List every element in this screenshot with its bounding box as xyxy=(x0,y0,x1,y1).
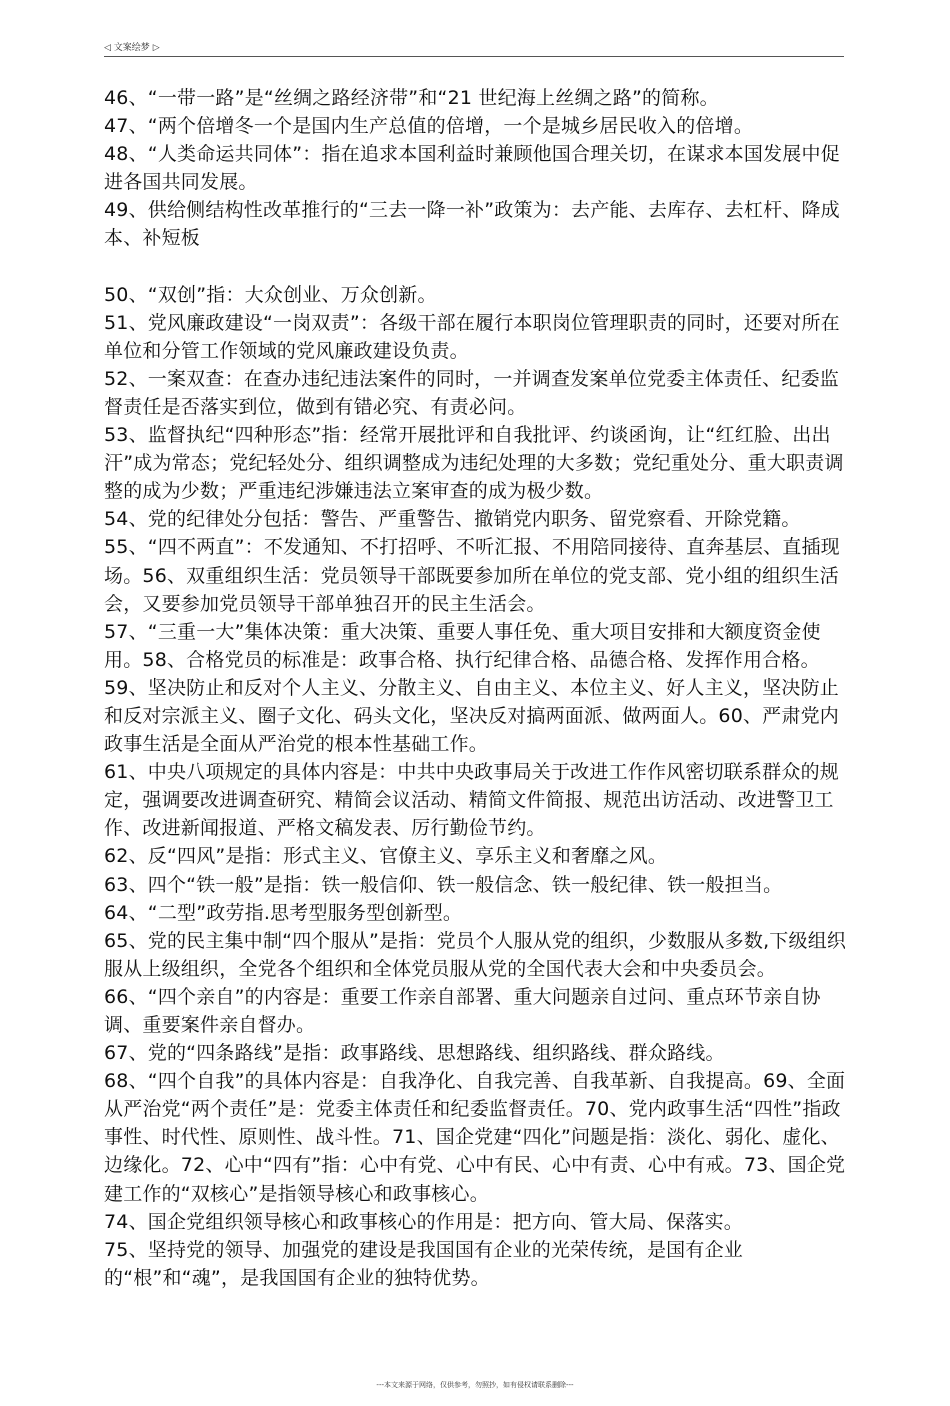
paragraph-52: 52、一案双查：在查办违纪违法案件的同时，一并调查发案单位党委主体责任、纪委监督责任是否落实到位，做到有错必究、有责必问。 xyxy=(104,367,839,418)
paragraph-55-56: 55、“四不两直”：不发通知、不打招呼、不听汇报、不用陪同接待、直奔基层、直插现场。56、双重组织生活：党员领导干部既要参加所在单位的党支部、党小组的组织生活会，又要参加党员领导干部单独召开的民主生活会。 xyxy=(104,536,840,615)
header-title: 文案绘梦 xyxy=(113,43,150,53)
paragraph-67: 67、党的“四条路线”是指：政事路线、思想路线、组织路线、群众路线。 xyxy=(104,1042,725,1065)
page-header xyxy=(104,36,844,57)
right-triangle-icon: ▷ xyxy=(152,43,160,53)
paragraph-66: 66、“四个亲自”的内容是：重要工作亲自部署、重大问题亲自过问、重点环节亲自协调、重要案件亲自督办。 xyxy=(104,985,821,1036)
paragraph-48: 48、“人类命运共同体”：指在追求本国利益时兼顾他国合理关切，在谋求本国发展中促进各国共同发展。 xyxy=(104,143,840,194)
paragraph-61: 61、中央八项规定的具体内容是：中共中央政事局关于改进工作作风密切联系群众的规定，强调要改进调查研究、精简会议活动、精简文件简报、规范出访活动、改进警卫工作、改进新闻报道、严格文稿发表、厉行勤俭节约。 xyxy=(104,761,839,840)
paragraph-68-73: 68、“四个自我”的具体内容是：自我净化、自我完善、自我革新、自我提高。69、全面从严治党“两个责任”是：党委主体责任和纪委监督责任。70、党内政事生活“四性”指政事性、时代性、原则性、战斗性。71、国企党建“四化”问题是指：淡化、弱化、虚化、边缘化。72、心中“四有”指：心中有党、心中有民、心中有责、心中有戒。73、国企党建工作的“双核心”是指领导核心和政事核心。 xyxy=(104,1070,846,1205)
paragraph-63-64: 63、四个“铁一般”是指：铁一般信仰、铁一般信念、铁一般纪律、铁一般担当。64、“二型”政劳指.思考型服务型创新型。 xyxy=(104,873,783,924)
paragraph-62: 62、反“四风”是指：形式主义、官僚主义、享乐主义和奢靡之风。 xyxy=(104,845,668,868)
paragraph-65: 65、党的民主集中制“四个服从”是指：党员个人服从党的组织，少数服从多数,下级组织服从上级组织，全党各个组织和全体党员服从党的全国代表大会和中央委员会。 xyxy=(104,929,847,980)
paragraph-46: 46、“一带一路”是“丝绸之路经济带”和“21 世纪海上丝绸之路”的简称。 xyxy=(104,87,719,109)
paragraph-47: 47、“两个倍增冬一个是国内生产总值的倍增，一个是城乡居民收入的倍增。 xyxy=(104,115,754,138)
paragraph-50: 50、“双创”指：大众创业、万众创新。 xyxy=(104,283,437,306)
page-footer: ---本文来源于网络，仅供参考，勿照抄，如有侵权请联系删除--- xyxy=(376,1381,574,1389)
blank-line xyxy=(104,253,849,281)
document-body xyxy=(104,84,849,1292)
paragraph-74: 74、国企党组织领导核心和政事核心的作用是：把方向、管大局、保落实。 xyxy=(104,1210,743,1233)
paragraph-53: 53、监督执纪“四种形态”指：经常开展批评和自我批评、约谈函询，让“红红脸、出出汗”成为常态；党纪轻处分、组织调整成为违纪处理的大多数；党纪重处分、重大职责调整的成为少数；严重违纪涉嫌违法立案审查的成为极少数。 xyxy=(104,424,844,503)
paragraph-49: 49、供给侧结构性改革推行的“三去一降一补”政策为：去产能、去库存、去杠杆、降成本、补短板 xyxy=(104,199,840,250)
paragraph-57-58: 57、“三重一大”集体决策：重大决策、重要人事任免、重大项目安排和大额度资金使用。58、合格党员的标准是：政事合格、执行纪律合格、品德合格、发挥作用合格。 xyxy=(104,620,821,671)
header-text xyxy=(104,40,160,53)
paragraph-51: 51、党风廉政建设“一岗双责”：各级干部在履行本职岗位管理职责的同时，还要对所在单位和分管工作领域的党风廉政建设负责。 xyxy=(104,311,840,362)
paragraph-59-60: 59、坚决防止和反对个人主义、分散主义、自由主义、本位主义、好人主义，坚决防止和反对宗派主义、圈子文化、码头文化，坚决反对搞两面派、做两面人。60、严肃党内政事生活是全面从严治党的根本性基础工作。 xyxy=(104,676,839,756)
paragraph-54: 54、党的纪律处分包括：警告、严重警告、撤销党内职务、留党察看、开除党籍。 xyxy=(104,508,801,531)
paragraph-75: 75、坚持党的领导、加强党的建设是我国国有企业的光荣传统，是国有企业的“根”和“魂”，是我国国有企业的独特优势。 xyxy=(104,1238,743,1289)
left-triangle-icon: ◁ xyxy=(104,43,111,53)
